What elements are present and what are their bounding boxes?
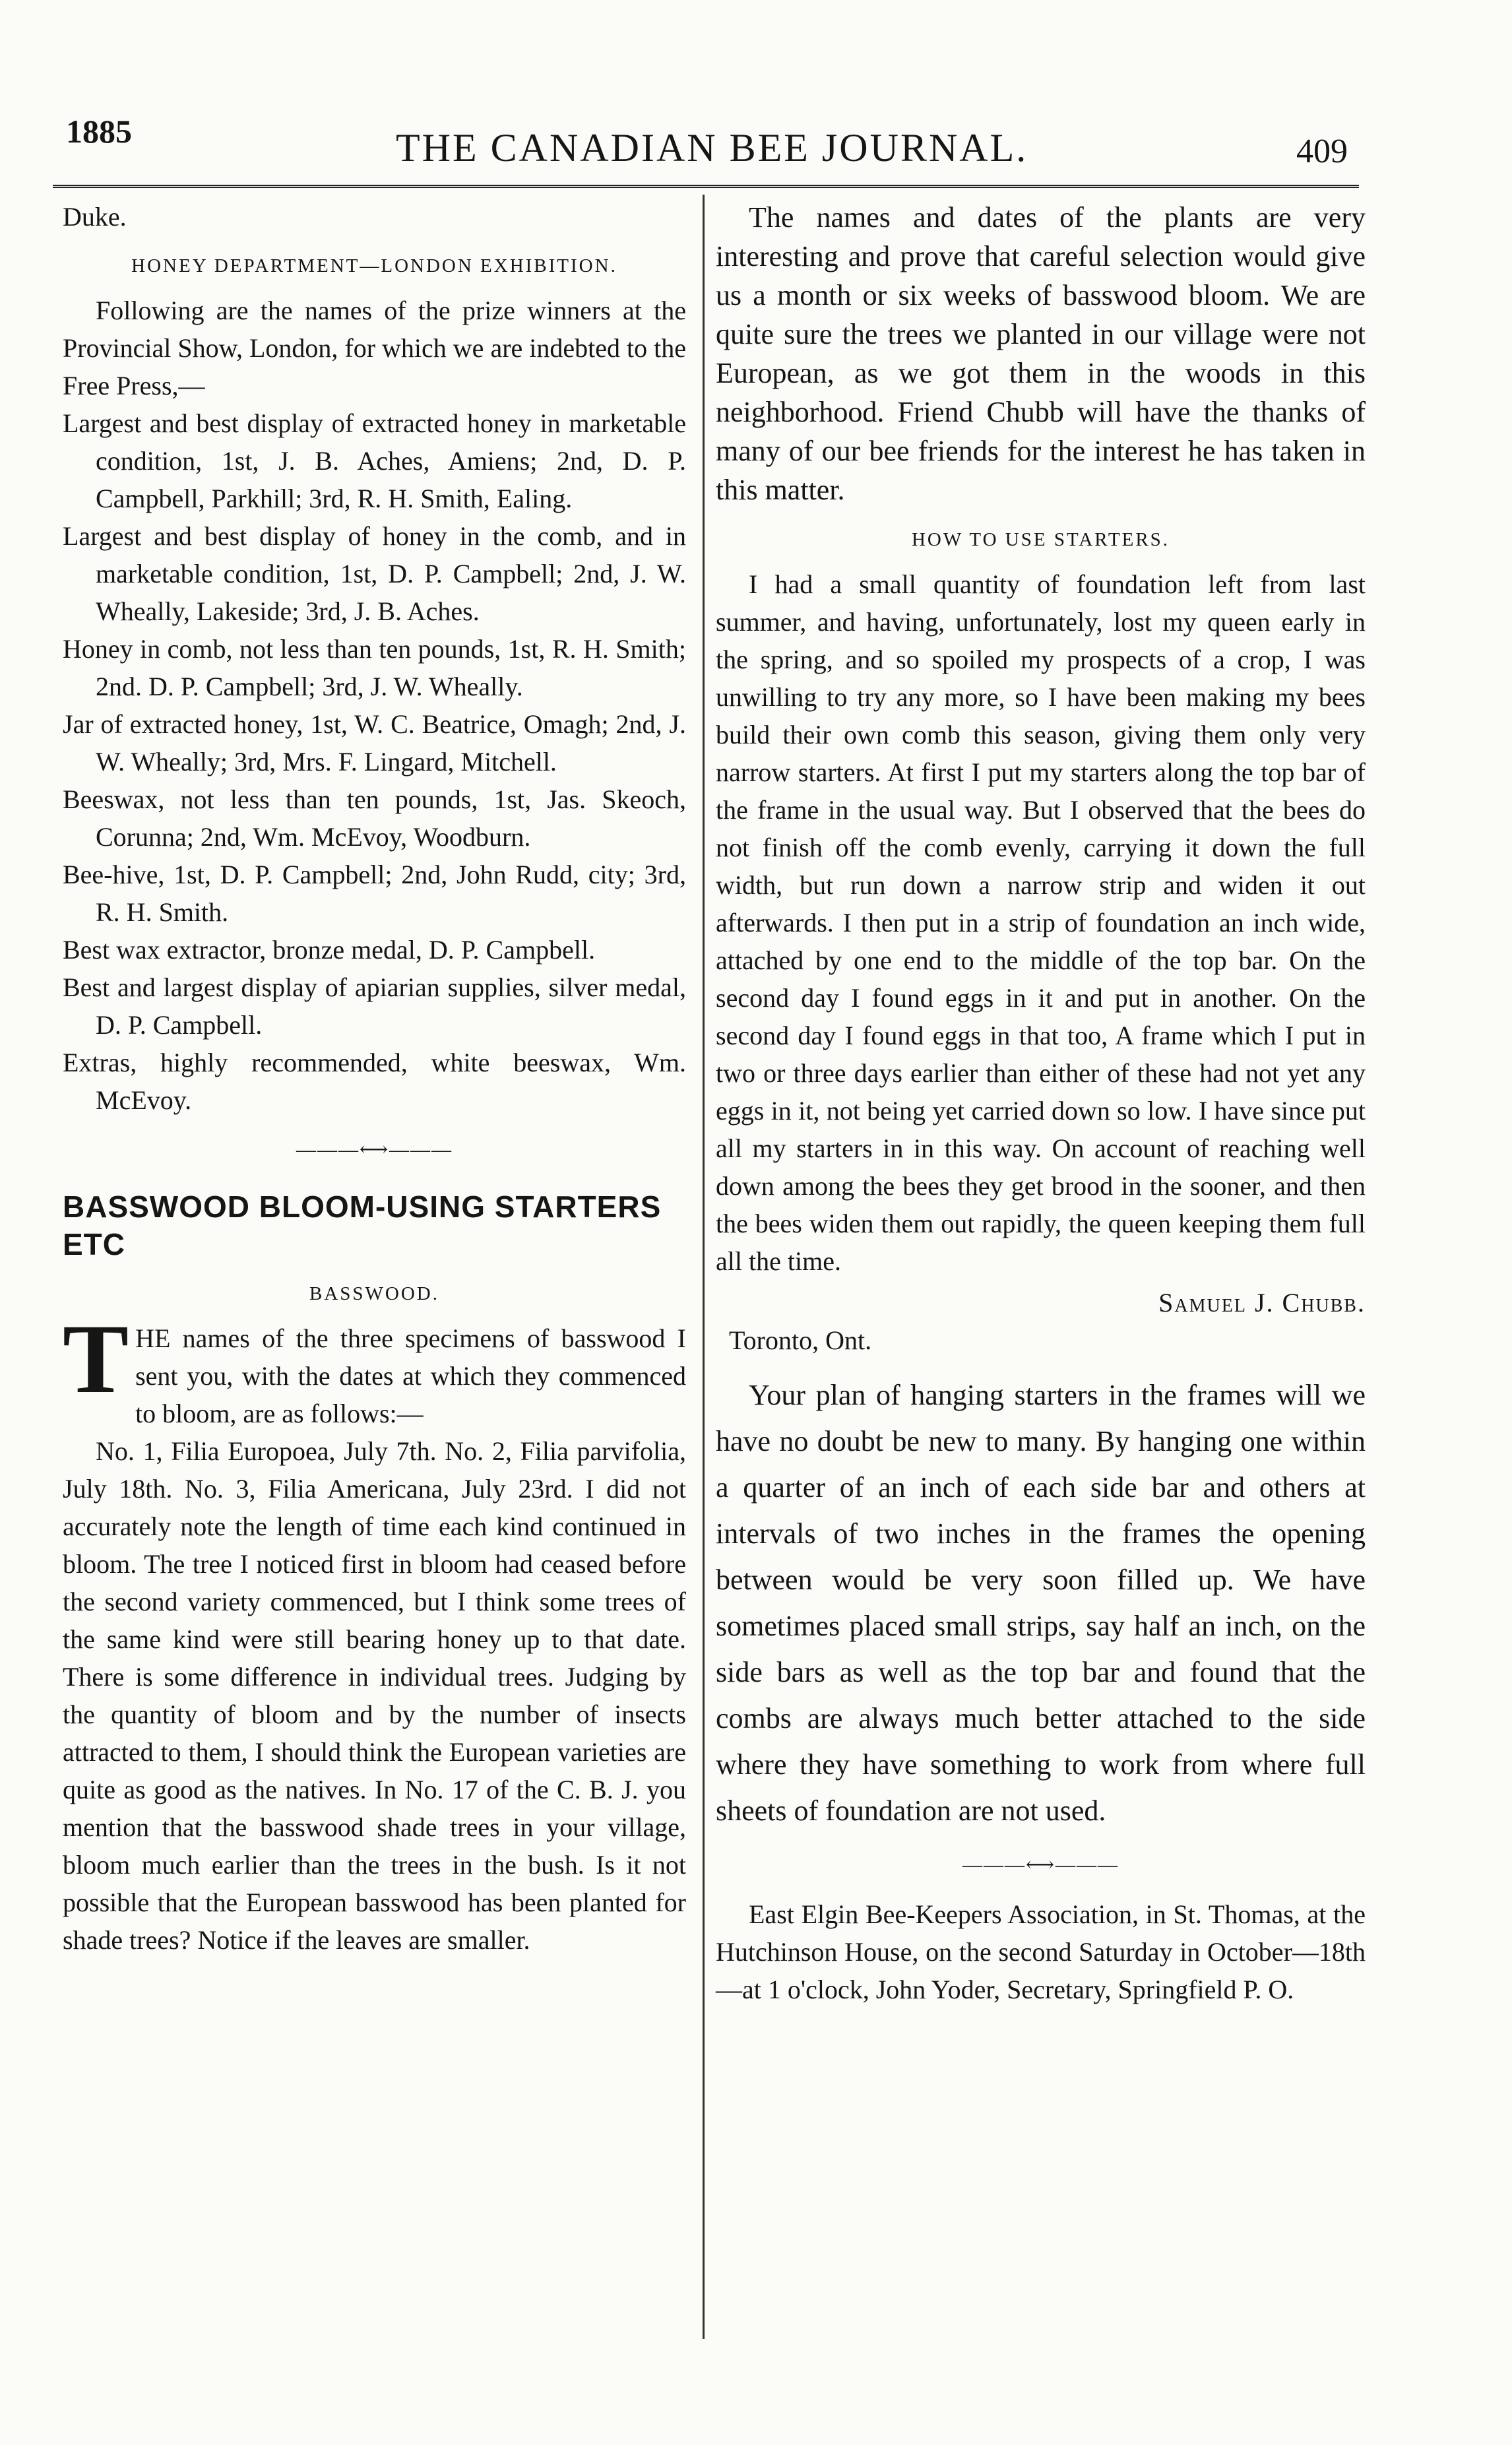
section-divider: ———⟷——— <box>296 1139 453 1160</box>
right-column <box>716 198 1366 2008</box>
column-rule <box>703 195 705 2339</box>
editor-comment: The names and dates of the plants are very interesting and prove that careful selection would give us a month or six weeks of basswood bloom. We are quite sure the trees we planted in our village were not European, as we got them in the woods in this neighborhood. Friend Chubb will have the thanks of many of our bee friends for the interest he has taken in this matter. <box>716 201 1366 506</box>
prize-entry: Largest and best display of honey in the comb, and in marketable condition, 1st, D. P. Campbell; 2nd, J. W. Wheally, Lakeside; 3rd, J. B. Aches. <box>63 521 686 626</box>
prize-entry: Extras, highly recommended, white beeswax, Wm. McEvoy. <box>63 1048 686 1115</box>
article-paragraph-1 <box>63 1304 686 1432</box>
prize-entry: Honey in comb, not less than ten pounds, 1st, R. H. Smith; 2nd. D. P. Campbell; 3rd, J. W. Wheally. <box>63 634 686 701</box>
starters-subheading: HOW TO USE STARTERS. <box>911 529 1170 550</box>
drop-cap: T <box>63 1304 129 1414</box>
article-subheading: BASSWOOD. <box>309 1283 439 1304</box>
article-paragraph-2: No. 1, Filia Europoea, July 7th. No. 2, Filia parvifolia, July 18th. No. 3, Filia Americana, July 23rd. I did not accurately note the length of time each kind continued in bloom. The tree I noticed first in bloom had ceased before the second variety commenced, but I think some trees of the same kind were still bearing honey up to that date. There is some difference in individual trees. Judging by the quantity of bloom and by the number of insects attracted to them, I should think the European varieties are quite as good as the natives. In No. 17 of the C. B. J. you mention that the basswood shade trees in your village, bloom much earlier than the trees in the bush. Is it not possible that the European basswood has been planted for shade trees? Notice if the leaves are smaller. <box>63 1436 686 1955</box>
page-number: 409 <box>1296 133 1348 170</box>
prize-intro: Following are the names of the prize winners at the Provincial Show, London, for which we are indebted to the Free Press,— <box>63 296 686 400</box>
editor-reply: Your plan of hanging starters in the frames will we have no doubt be new to many. By hanging one within a quarter of an inch of each side bar and others at intervals of two inches in the frames the opening between would be very soon filled up. We have sometimes placed small strips, say half an inch, on the side bars as well as the top bar and found that the combs are always much better attached to the side where they have something to work from where full sheets of foundation are not used. <box>716 1379 1366 1827</box>
prize-entry: Best wax extractor, bronze medal, D. P. Campbell. <box>63 935 596 965</box>
honey-department-heading: HONEY DEPARTMENT—LONDON EXHIBITION. <box>131 255 617 276</box>
section-divider: ———⟷——— <box>962 1854 1119 1876</box>
editor-reply-block <box>716 1372 1366 1834</box>
letter-signature: Samuel J. Chubb. <box>1158 1288 1366 1318</box>
prize-entry: Beeswax, not less than ten pounds, 1st, Jas. Skeoch, Corunna; 2nd, Wm. McEvoy, Woodburn. <box>63 784 686 852</box>
article-title: BASSWOOD BLOOM-USING STARTERS ETC <box>63 1190 662 1261</box>
prize-entry: Jar of extracted honey, 1st, W. C. Beatrice, Omagh; 2nd, J. W. Wheally; 3rd, Mrs. F. Lingard, Mitchell. <box>63 709 686 777</box>
article-paragraph-1-text: HE names of the three specimens of basswood I sent you, with the dates at which they commenced to bloom, are as follows:— <box>135 1323 686 1428</box>
prize-entry: Best and largest display of apiarian supplies, silver medal, D. P. Campbell. <box>63 972 686 1040</box>
header-rule <box>53 185 1359 193</box>
journal-title: THE CANADIAN BEE JOURNAL. <box>396 126 1028 170</box>
left-column <box>63 198 686 1959</box>
running-header <box>53 112 1372 178</box>
prize-entry: Bee-hive, 1st, D. P. Campbell; 2nd, John Rudd, city; 3rd, R. H. Smith. <box>63 860 686 927</box>
association-notice: East Elgin Bee-Keepers Association, in St. Thomas, at the Hutchinson House, on the second Saturday in October—18th—at 1 o'clock, John Yoder, Secretary, Springfield P. O. <box>716 1899 1366 2004</box>
letter-location: Toronto, Ont. <box>729 1325 872 1355</box>
letter-body: I had a small quantity of foundation left from last summer, and having, unfortunately, lost my queen early in the spring, and so spoiled my prospects of a crop, I was unwilling to try any more, so I have been making my bees build their own comb this season, giving them only very narrow starters. At first I put my starters along the top bar of the frame in the usual way. But I observed that the bees do not finish off the comb evenly, carrying it down the full width, but run down a narrow strip and widen it out afterwards. I then put in a strip of foundation an inch wide, attached by one end to the middle of the top bar. On the second day I found eggs in it and put in another. On the second day I found eggs in that too, A frame which I put in two or three days earlier than either of these had not yet any eggs in it, not being yet carried down so low. I have since put all my starters in in this way. On account of reaching well down among the bees they get brood in the sooner, and then the bees widen them out rapidly, the queen keeping them full all the time. <box>716 569 1366 1276</box>
header-year: 1885 <box>66 113 132 150</box>
prize-entry: Largest and best display of extracted honey in marketable condition, 1st, J. B. Aches, Amiens; 2nd, D. P. Campbell, Parkhill; 3rd, R. H. Smith, Ealing. <box>63 408 686 513</box>
opening-line: Duke. <box>63 202 127 232</box>
